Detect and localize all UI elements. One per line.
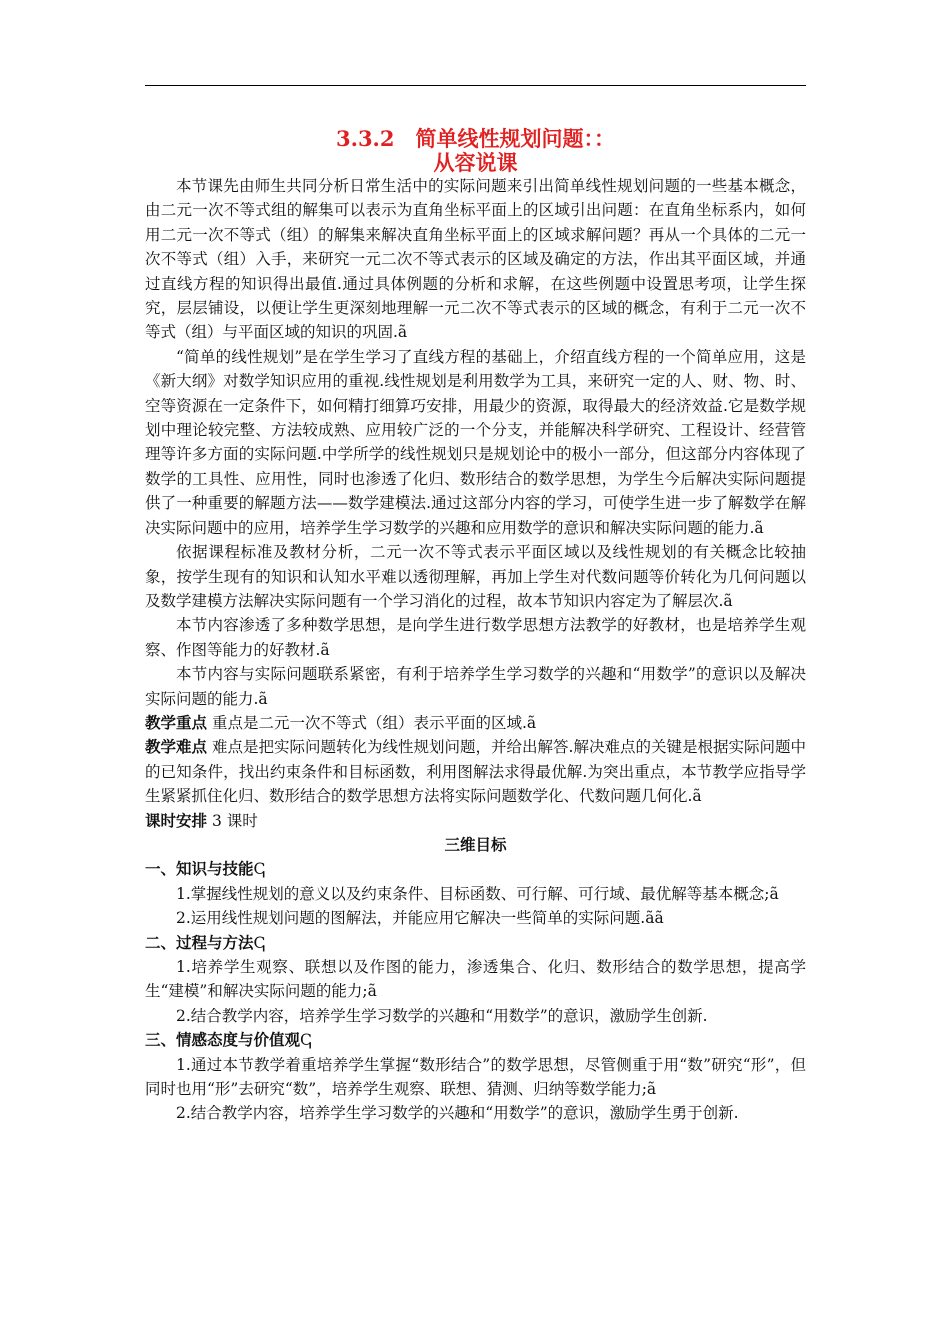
key-points-label: 教学重点: [145, 712, 208, 732]
schedule: [145, 809, 806, 833]
paragraph: “简单的线性规划”是在学生学习了直线方程的基础上，介绍直线方程的一个简单应用，这是《新大纲》对数学知识应用的重视.线性规划是利用数学为工具，来研究一定的人、财、物、时、空等资源在一定条件下，如何精打细算巧安排，用最少的资源，取得最大的经济效益.它是数学规划中理论较完整、方法较成熟、应用较广泛的一个分支，并能解决科学研究、工程设计、经营管理等许多方面的实际问题.中学所学的线性规划只是规划论中的极小一部分，但这部分内容体现了数学的工具性、应用性，同时也渗透了化归、数形结合的数学思想，为学生今后解决实际问题提供了一种重要的解题方法——数学建模法.通过这部分内容的学习，可使学生进一步了解数学在解决实际问题中的应用，培养学生学习数学的兴趣和应用数学的意识和解决实际问题的能力.ã: [145, 347, 806, 537]
section-heading: [145, 857, 806, 881]
section-heading-text: 二、过程与方法: [145, 932, 254, 952]
section-heading-text: 三、情感态度与价值观: [145, 1030, 301, 1050]
goals-title: 三维目标: [444, 834, 507, 854]
key-points-text: 重点是二元一次不等式（组）表示平面的区域.ã: [207, 713, 537, 732]
section-item: 1.通过本节教学着重培养学生掌握“数形结合”的数学思想，尽管侧重于用“数”研究“形”，但同时也用“形”去研究“数”，培养学生观察、联想、猜测、归纳等数学能力;ã: [145, 1055, 806, 1099]
key-points: [145, 711, 806, 735]
difficulties-label: 教学难点: [145, 737, 208, 757]
paragraph-mark-icon: ↅ: [300, 1031, 312, 1050]
paragraph: 本节课先由师生共同分析日常生活中的实际问题来引出简单线性规划问题的一些基本概念，由二元一次不等式组的解集可以表示为直角坐标平面上的区域引出问题：在直角坐标系内，如何用二元一次不等式（组）的解集来解决直角坐标平面上的区域求解问题？再从一个具体的二元一次不等式（组）入手，来研究一元二次不等式表示的区域及确定的方法，作出其平面区域，并通过直线方程的知识得出最值.通过具体例题的分析和求解，在这些例题中设置思考项，让学生探究，层层铺设，以便让学生更深刻地理解一元二次不等式表示的区域的概念，有利于二元一次不等式（组）与平面区域的知识的巩固.ã: [145, 177, 806, 342]
paragraph: 本节内容与实际问题联系紧密，有利于培养学生学习数学的兴趣和“用数学”的意识以及解决实际问题的能力.ã: [145, 665, 806, 708]
document-title: 3.3.2 简单线性规划问题：：: [336, 126, 615, 151]
paragraph-mark-icon: ↅ: [253, 933, 266, 952]
schedule-text: 3 课时: [207, 811, 258, 830]
document-body: [145, 174, 806, 1126]
section-item: 2.结合教学内容，培养学生学习数学的兴趣和“用数学”的意识，激励学生勇于创新.: [176, 1104, 739, 1123]
document-subtitle: 从容说课: [433, 150, 518, 175]
section-item: 1.掌握线性规划的意义以及约束条件、目标函数、可行解、可行域、最优解等基本概念;ã: [176, 884, 779, 903]
difficulties-text: 难点是把实际问题转化为线性规划问题，并给出解答.解决难点的关键是根据实际问题中的已知条件，找出约束条件和目标函数，利用图解法求得最优解.为突出重点，本节教学应指导学生紧紧抓住化归、数形结合的数学思想方法将实际问题数学化、代数问题几何化.ã: [145, 738, 806, 806]
section-item: 1.培养学生观察、联想以及作图的能力，渗透集合、化归、数形结合的数学思想，提高学生“建模”和解决实际问题的能力;ã: [145, 958, 806, 1001]
header-rule: [145, 85, 806, 86]
section-heading: [145, 1028, 806, 1052]
section-heading: [145, 931, 806, 955]
difficulties: [145, 735, 806, 808]
section-heading-text: 一、知识与技能: [145, 859, 254, 879]
paragraph: 本节内容渗透了多种数学思想，是向学生进行数学思想方法教学的好教材，也是培养学生观察、作图等能力的好教材.ã: [145, 616, 806, 659]
paragraph: 依据课程标准及教材分析，二元一次不等式表示平面区域以及线性规划的有关概念比较抽象，按学生现有的知识和认知水平难以透彻理解，再加上学生对代数问题等价转化为几何问题以及数学建模方法解决实际问题有一个学习消化的过程，故本节知识内容定为了解层次.ã: [145, 543, 806, 610]
section-item: 2.结合教学内容，培养学生学习数学的兴趣和“用数学”的意识，激励学生创新.: [176, 1006, 708, 1025]
section-item: 2.运用线性规划问题的图解法，并能应用它解决一些简单的实际问题.ãã: [176, 909, 664, 928]
schedule-label: 课时安排: [145, 810, 208, 830]
paragraph-mark-icon: ↅ: [253, 860, 266, 879]
